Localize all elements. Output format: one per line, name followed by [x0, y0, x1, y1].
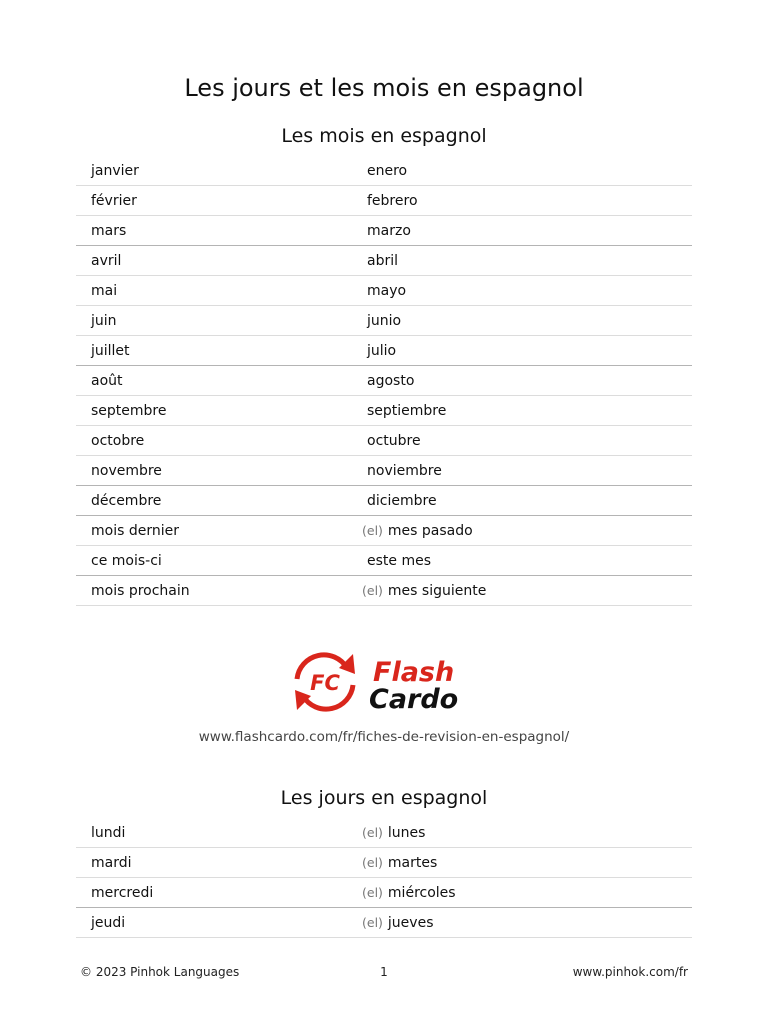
spanish-term: este mes: [367, 552, 432, 569]
french-word: septembre: [76, 396, 347, 426]
footer-copyright: © 2023 Pinhok Languages: [80, 965, 240, 979]
spanish-word: [347, 306, 692, 336]
spanish-term: julio: [367, 342, 397, 359]
spanish-term: diciembre: [367, 492, 437, 509]
logo-mark: [295, 654, 355, 710]
table-row: [76, 156, 692, 186]
footer-page-number: 1: [380, 965, 388, 979]
spanish-word: [347, 878, 692, 908]
french-word: août: [76, 366, 347, 396]
french-word: juin: [76, 306, 347, 336]
table-row: [76, 818, 692, 848]
french-word: lundi: [76, 818, 347, 848]
spanish-term: mes siguiente: [387, 582, 487, 599]
logo-mark-letters: FC: [310, 671, 340, 695]
spanish-word: [347, 426, 692, 456]
days-heading: Les jours en espagnol: [280, 787, 488, 809]
spanish-word: [347, 156, 692, 186]
article: (el): [362, 854, 383, 870]
days-table: [76, 818, 692, 938]
spanish-word: [347, 456, 692, 486]
table-row: [76, 908, 692, 938]
french-word: décembre: [76, 486, 347, 516]
spanish-term: noviembre: [367, 462, 442, 479]
french-word: jeudi: [76, 908, 347, 938]
spanish-term: martes: [387, 854, 438, 871]
table-row: [76, 516, 692, 546]
table-row: [76, 878, 692, 908]
spanish-word: [347, 818, 692, 848]
french-word: mai: [76, 276, 347, 306]
table-row: [76, 186, 692, 216]
table-row: [76, 366, 692, 396]
table-row: [76, 216, 692, 246]
table-row: [76, 396, 692, 426]
table-row: [76, 246, 692, 276]
french-word: mars: [76, 216, 347, 246]
spanish-term: mes pasado: [387, 522, 473, 539]
french-word: mois prochain: [76, 576, 347, 606]
spanish-word: [347, 336, 692, 366]
table-row: [76, 486, 692, 516]
spanish-word: [347, 576, 692, 606]
table-row: [76, 546, 692, 576]
spanish-word: [347, 216, 692, 246]
spanish-term: agosto: [367, 372, 415, 389]
spanish-term: lunes: [387, 824, 426, 841]
spanish-word: [347, 908, 692, 938]
table-row: [76, 336, 692, 366]
flashcardo-logo[interactable]: [289, 646, 479, 718]
french-word: novembre: [76, 456, 347, 486]
spanish-term: miércoles: [387, 884, 456, 901]
spanish-term: jueves: [387, 914, 434, 931]
french-word: mardi: [76, 848, 347, 878]
article: (el): [362, 914, 383, 930]
french-word: juillet: [76, 336, 347, 366]
article: (el): [362, 522, 383, 538]
spanish-word: [347, 396, 692, 426]
spanish-word: [347, 546, 692, 576]
french-word: mois dernier: [76, 516, 347, 546]
spanish-term: mayo: [367, 282, 407, 299]
spanish-word: [347, 186, 692, 216]
logo-word-flash: Flash: [373, 657, 455, 688]
article: (el): [362, 884, 383, 900]
months-heading: Les mois en espagnol: [281, 125, 487, 147]
logo-word-cardo: Cardo: [369, 684, 459, 715]
article: (el): [362, 824, 383, 840]
table-row: [76, 576, 692, 606]
french-word: octobre: [76, 426, 347, 456]
table-row: [76, 306, 692, 336]
french-word: février: [76, 186, 347, 216]
spanish-term: junio: [367, 312, 402, 329]
footer-site-link[interactable]: www.pinhok.com/fr: [572, 965, 688, 979]
table-row: [76, 426, 692, 456]
spanish-word: [347, 366, 692, 396]
french-word: janvier: [76, 156, 347, 186]
table-row: [76, 276, 692, 306]
french-word: mercredi: [76, 878, 347, 908]
flashcardo-link[interactable]: www.flashcardo.com/fr/fiches-de-revision-en-espagnol/: [198, 729, 570, 745]
spanish-word: [347, 516, 692, 546]
french-word: avril: [76, 246, 347, 276]
spanish-term: enero: [367, 162, 408, 179]
page-title: Les jours et les mois en espagnol: [184, 74, 584, 102]
spanish-word: [347, 246, 692, 276]
spanish-term: septiembre: [367, 402, 447, 419]
spanish-term: abril: [367, 252, 399, 269]
french-word: ce mois-ci: [76, 546, 347, 576]
article: (el): [362, 582, 383, 598]
spanish-term: febrero: [367, 192, 418, 209]
spanish-word: [347, 486, 692, 516]
spanish-word: [347, 276, 692, 306]
spanish-term: marzo: [367, 222, 411, 239]
months-table: [76, 156, 692, 606]
table-row: [76, 848, 692, 878]
spanish-term: octubre: [367, 432, 421, 449]
spanish-word: [347, 848, 692, 878]
table-row: [76, 456, 692, 486]
